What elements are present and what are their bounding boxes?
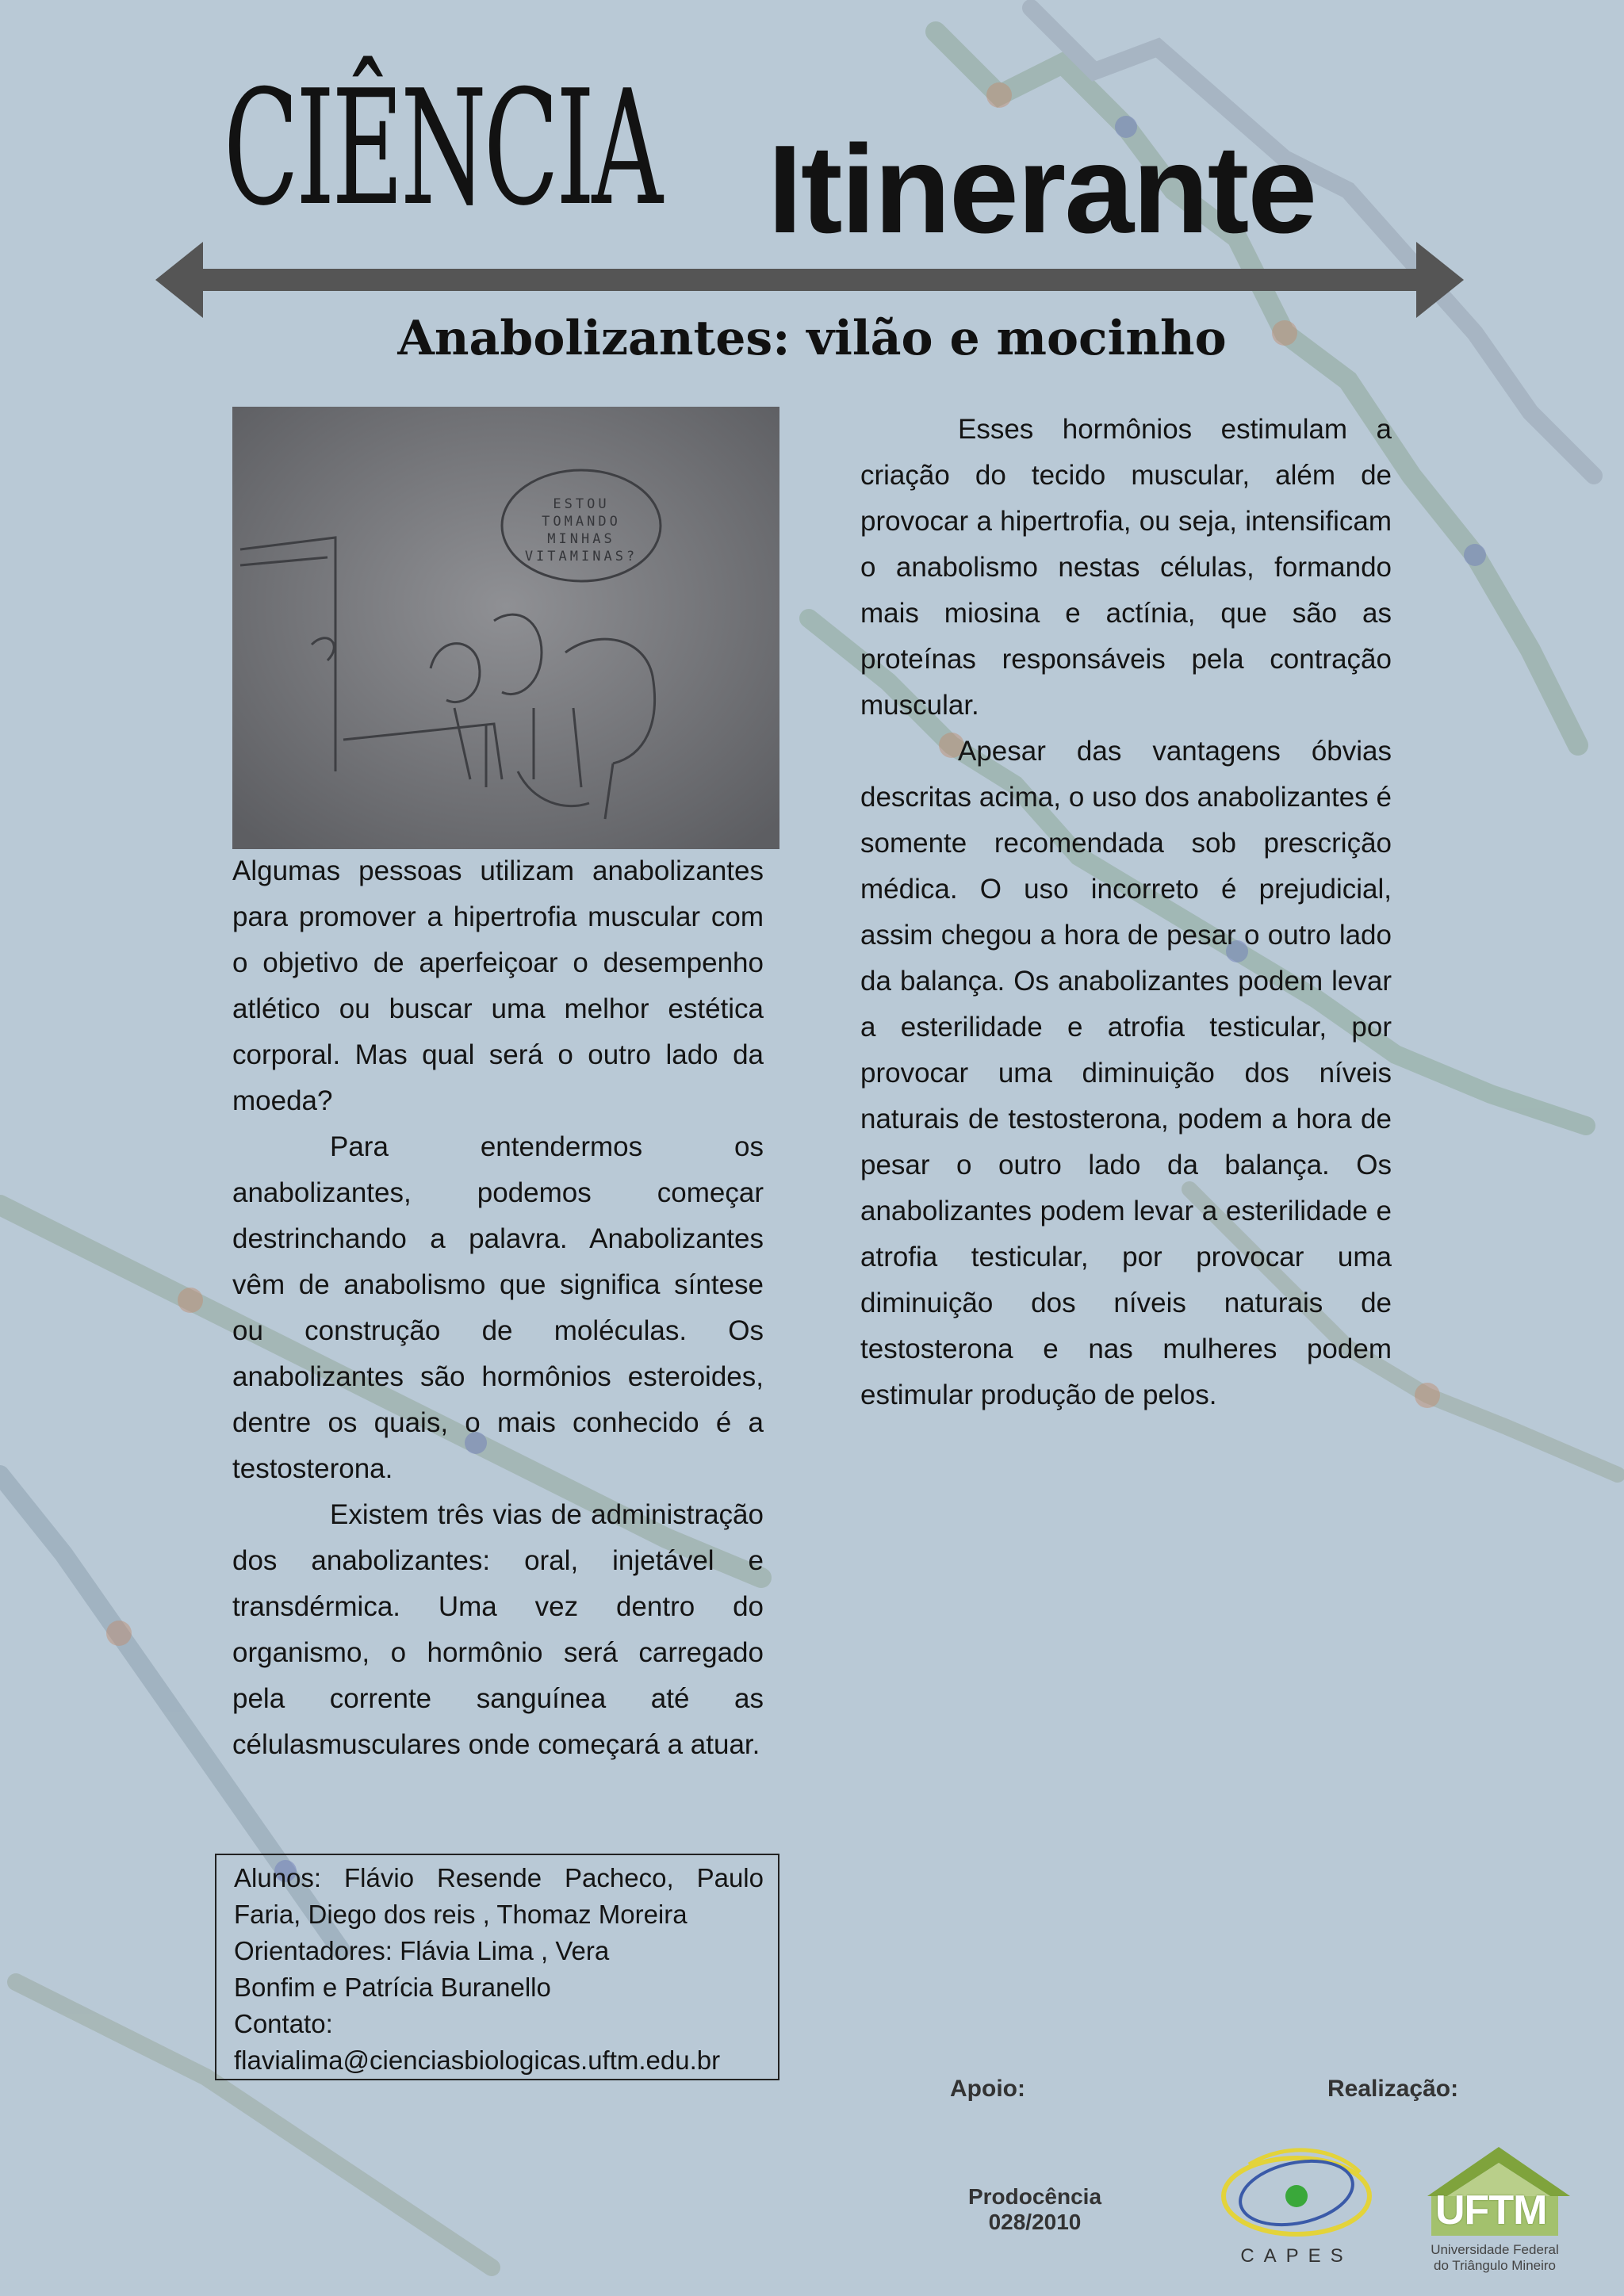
credits-advisors-line-1: Orientadores: Flávia Lima , Vera	[234, 1936, 610, 1965]
uftm-logo	[1411, 2141, 1578, 2283]
left-column	[232, 848, 764, 1768]
capes-logo	[1217, 2133, 1376, 2275]
masthead-ciencia: CIÊNCIA	[224, 56, 661, 241]
left-paragraph-2: Para entendermos os anabolizantes, podemos começar destrinchando a palavra. Anabolizantes vêm de anabolismo que significa síntese ou construção de moléculas. Os anabolizantes são hormônios esteroides, dentre os quais, o mais conhecido é a testosterona.	[232, 1131, 764, 1484]
capes-text: CAPES	[1240, 2245, 1353, 2267]
right-paragraph-1: Esses hormônios estimulam a criação do tecido muscular, além de provocar a hipertrofia, ou seja, intensificam o anabolismo nestas células, formando mais miosina e actínia, que são as proteínas responsáveis pela contração muscular.	[860, 414, 1392, 721]
support-label: Apoio:	[950, 2076, 1025, 2102]
right-paragraph-2: Apesar das vantagens óbvias descritas acima, o uso dos anabolizantes é somente recomendada sob prescrição médica. O uso incorreto é prejudicial, assim chegou a hora de pesar o outro lado da balança. Os anabolizantes podem levar a esterilidade e atrofia testicular, por provocar uma diminuição dos níveis naturais de testosterona, podem a hora de pesar o outro lado da balança. Os anabolizantes podem levar a esterilidade e atrofia testicular, por provocar uma diminuição dos níveis naturais de testosterona e nas mulheres podem estimular produção de pelos.	[860, 736, 1392, 1410]
speech-line-4: VITAMINAS?	[524, 549, 638, 564]
uftm-subtitle-line-2: do Triângulo Mineiro	[1433, 2258, 1557, 2273]
prodocencia-text	[928, 2184, 1142, 2235]
uftm-subtitle	[1411, 2242, 1578, 2274]
prodocencia-line-1: Prodocência	[967, 2184, 1102, 2209]
cartoon-drawing-icon	[232, 407, 779, 849]
credits-students-line-1: Alunos: Flávio Resende Pacheco, Paulo	[234, 1863, 764, 1892]
credits-contact-email: flavialima@cienciasbiologicas.uftm.edu.br	[234, 2045, 721, 2075]
article-title: Anabolizantes: vilão e mocinho	[397, 311, 1227, 366]
credits-box	[215, 1854, 779, 2080]
capes-rings-icon	[1217, 2133, 1376, 2244]
right-column	[860, 407, 1392, 1418]
credits-contact-label: Contato:	[234, 2009, 333, 2038]
uftm-text: UFTM	[1435, 2187, 1547, 2233]
speech-line-3: MINHAS	[547, 531, 615, 547]
credits-advisors-line-2: Bonfim e Patrícia Buranello	[234, 1973, 551, 2002]
cartoon-photo	[232, 407, 779, 849]
uftm-subtitle-line-1: Universidade Federal	[1431, 2242, 1559, 2257]
left-paragraph-3: Existem três vias de administração dos anabolizantes: oral, injetável e transdérmica. Uma vez dentro do organismo, o hormônio será carregado pela corrente sanguínea até as célulasmusculares onde começará a atuar.	[232, 1499, 764, 1760]
speech-line-1: ESTOU	[553, 496, 610, 512]
credits-students-line-2: Faria, Diego dos reis , Thomaz Moreira	[234, 1900, 688, 1929]
double-arrow-icon	[155, 242, 1464, 318]
masthead-itinerante: Itinerante	[768, 120, 1316, 259]
speech-line-2: TOMANDO	[542, 514, 621, 530]
realizacao-label: Realização:	[1327, 2076, 1459, 2102]
left-paragraph-1: Algumas pessoas utilizam anabolizantes para promover a hipertrofia muscular com o objetivo de aperfeiçoar o desempenho atlético ou buscar uma melhor estética corporal. Mas qual será o outro lado da moeda?	[232, 855, 764, 1116]
prodocencia-line-2: 028/2010	[988, 2210, 1082, 2234]
